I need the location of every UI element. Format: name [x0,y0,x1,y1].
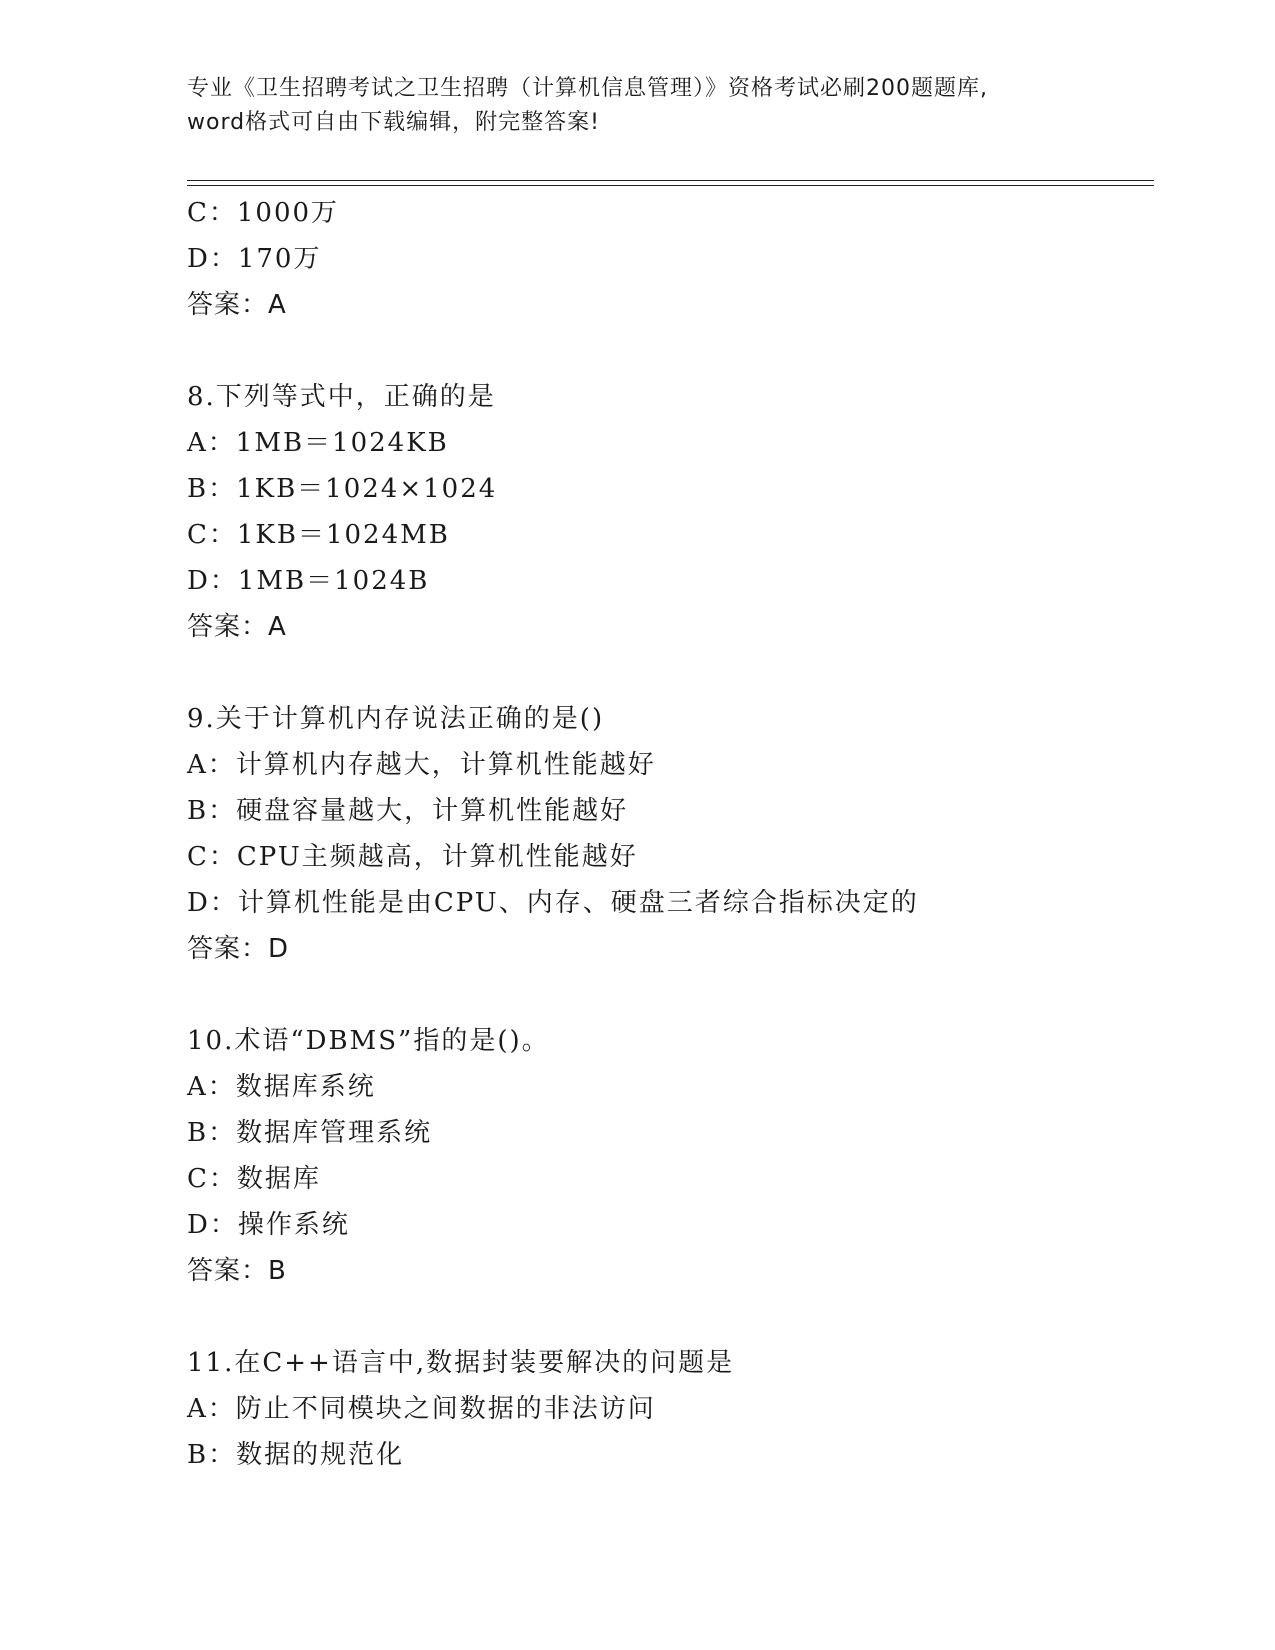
q9-option-d: D：计算机性能是由CPU、内存、硬盘三者综合指标决定的 [187,888,919,918]
header-line-2: word格式可自由下载编辑，附完整答案! [187,110,600,135]
question-7-block [187,190,1147,328]
q11-question: 11.在C++语言中,数据封装要解决的问题是 [187,1348,735,1378]
spacer [187,972,1147,1018]
q11-option-a: A：防止不同模块之间数据的非法访问 [187,1394,656,1424]
q9-question: 9.关于计算机内存说法正确的是() [187,704,605,734]
q7-option-d: D：170万 [187,244,322,274]
spacer [187,1294,1147,1340]
q10-option-d: D：操作系统 [187,1210,350,1240]
q10-option-b: B：数据库管理系统 [187,1118,433,1148]
header-divider-top [187,180,1154,181]
question-11-block [187,1340,1147,1478]
q8-option-a: A：1MB＝1024KB [187,428,449,458]
q8-answer: 答案：A [187,612,287,642]
question-10-block [187,1018,1147,1294]
spacer [187,328,1147,374]
q8-option-b: B：1KB＝1024×1024 [187,474,498,504]
header-line-1: 专业《卫生招聘考试之卫生招聘（计算机信息管理）》资格考试必刷200题题库, [187,76,988,101]
q8-option-d: D：1MB＝1024B [187,566,430,596]
q8-question: 8.下列等式中，正确的是 [187,382,496,412]
q10-option-c: C：数据库 [187,1164,321,1194]
question-list [187,190,1147,1478]
q9-option-a: A：计算机内存越大，计算机性能越好 [187,750,656,780]
q7-answer: 答案：A [187,290,287,320]
q8-option-c: C：1KB＝1024MB [187,520,450,550]
spacer [187,650,1147,696]
q10-question: 10.术语“DBMS”指的是()。 [187,1026,550,1056]
document-header [187,72,1087,140]
header-divider-bottom [187,185,1154,186]
q9-option-b: B：硬盘容量越大，计算机性能越好 [187,796,629,826]
q10-answer: 答案：B [187,1256,287,1286]
q7-option-c: C：1000万 [187,198,340,228]
question-9-block [187,696,1147,972]
q10-option-a: A：数据库系统 [187,1072,376,1102]
q9-option-c: C：CPU主频越高，计算机性能越好 [187,842,638,872]
q11-option-b: B：数据的规范化 [187,1440,405,1470]
question-8-block [187,374,1147,650]
q9-answer: 答案：D [187,934,290,964]
